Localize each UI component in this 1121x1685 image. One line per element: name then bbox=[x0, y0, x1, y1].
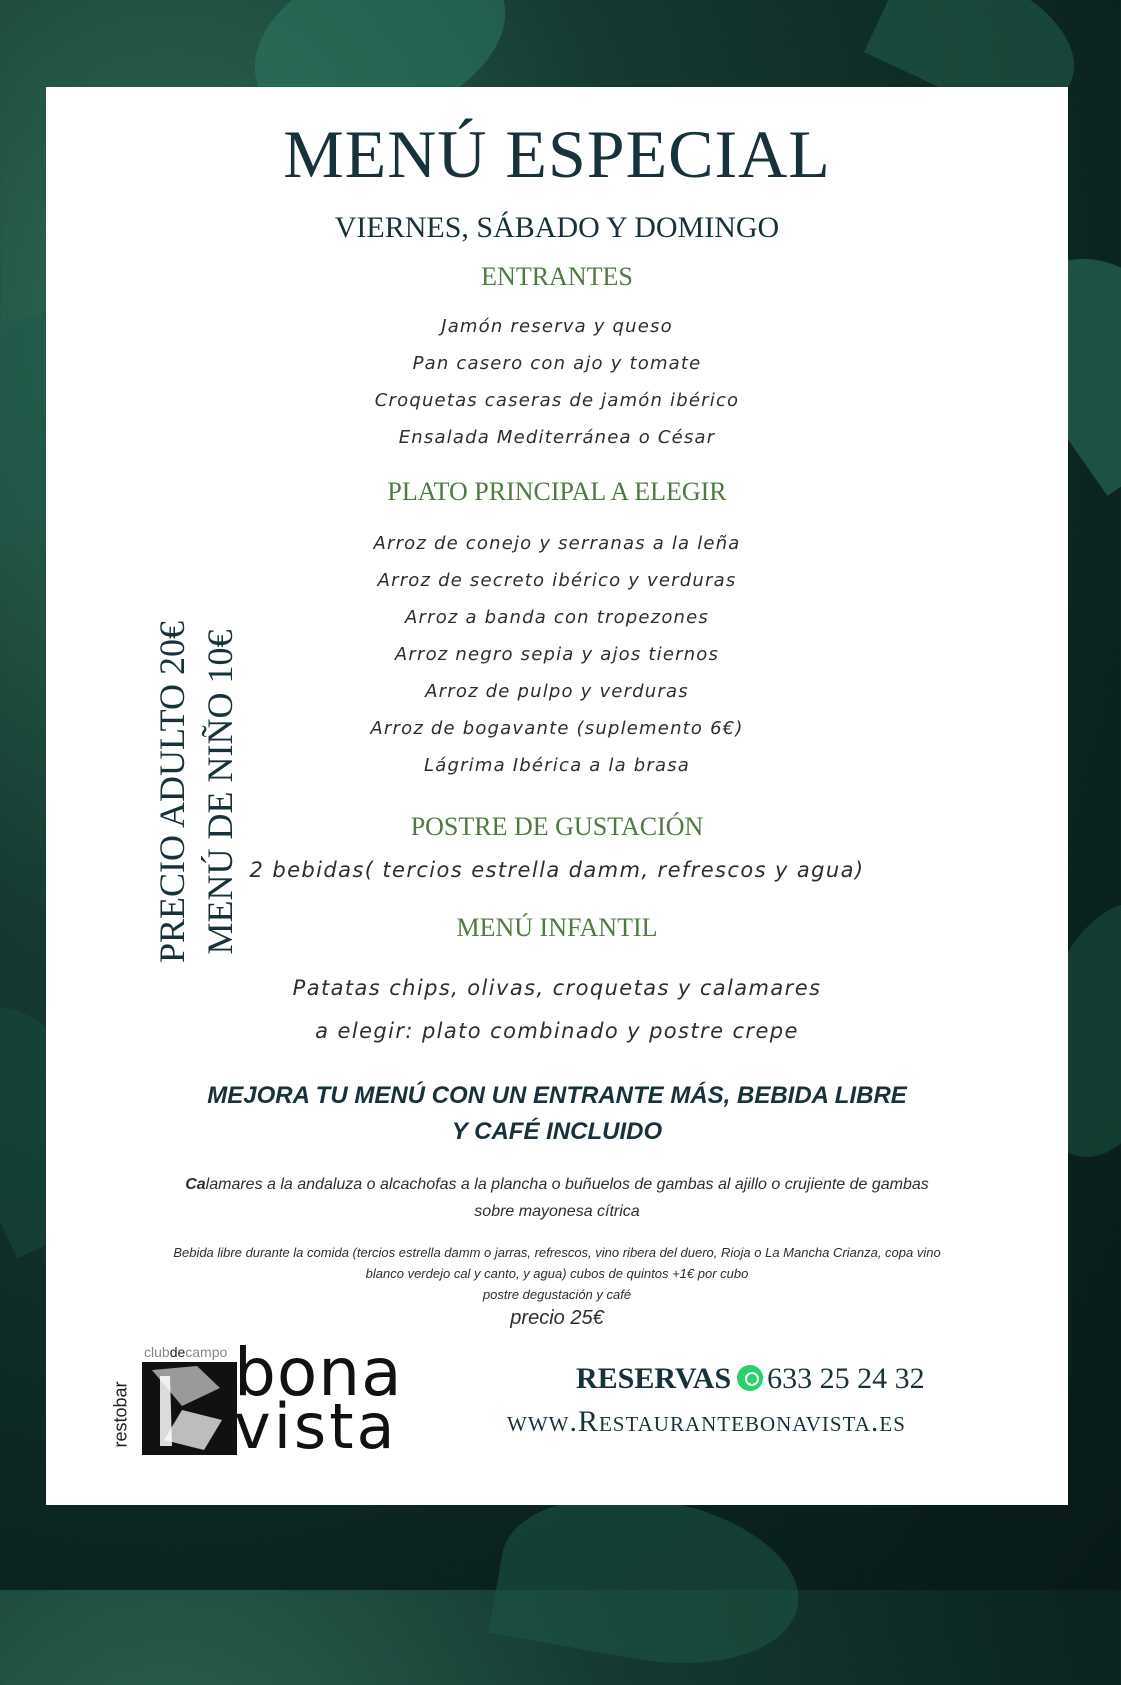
drinks-detail-line: Bebida libre durante la comida (tercios estrella damm o jarras, refrescos, vino ribera del duero, Rioja o La Mancha Crianza, copa vino bbox=[173, 1245, 941, 1260]
logo-mark bbox=[142, 1362, 237, 1455]
list-item: Arroz de pulpo y verduras bbox=[425, 681, 689, 702]
kids-menu-line: Patatas chips, olivas, croquetas y calamares bbox=[292, 976, 822, 1000]
section-entrantes-heading: ENTRANTES bbox=[481, 262, 633, 291]
phone-number[interactable]: 633 25 24 32 bbox=[767, 1362, 925, 1395]
logo-vista: vista bbox=[234, 1390, 398, 1463]
menu-days: VIERNES, SÁBADO Y DOMINGO bbox=[334, 211, 780, 244]
list-item: Lágrima Ibérica a la brasa bbox=[424, 755, 690, 776]
website-link[interactable]: www.Restaurantebonavista.es bbox=[507, 1405, 906, 1438]
list-item: Ensalada Mediterránea o César bbox=[398, 427, 716, 448]
bonavista-logo bbox=[110, 1334, 444, 1463]
child-price: MENÚ DE NIÑO 10€ bbox=[200, 629, 240, 955]
reservations bbox=[576, 1362, 925, 1396]
drinks-detail-line: postre degustación y café bbox=[482, 1287, 632, 1302]
logo-campo: campo bbox=[185, 1344, 228, 1360]
adult-price: PRECIO ADULTO 20€ bbox=[152, 620, 192, 964]
extra-dishes-text: sobre mayonesa cítrica bbox=[474, 1203, 640, 1220]
menu-card bbox=[46, 87, 1068, 1505]
menu-title: MENÚ ESPECIAL bbox=[283, 116, 831, 192]
upgrade-drinks bbox=[46, 1242, 1068, 1305]
list-item: Jamón reserva y queso bbox=[441, 316, 673, 337]
logo-mark-shape bbox=[142, 1362, 237, 1455]
list-item: Arroz de conejo y serranas a la leña bbox=[373, 533, 741, 554]
vertical-prices bbox=[148, 621, 244, 963]
logo-de: de bbox=[169, 1344, 186, 1360]
logo-bona: bona bbox=[234, 1334, 403, 1411]
section-postre-heading: POSTRE DE GUSTACIÓN bbox=[410, 812, 704, 841]
section-principal-heading: PLATO PRINCIPAL A ELEGIR bbox=[387, 477, 727, 506]
list-item: Pan casero con ajo y tomate bbox=[412, 353, 702, 374]
kids-menu-line: a elegir: plato combinado y postre crepe bbox=[315, 1019, 799, 1043]
list-item: Arroz a banda con tropezones bbox=[404, 607, 710, 628]
list-item: Croquetas caseras de jamón ibérico bbox=[374, 390, 740, 411]
list-item: Arroz de bogavante (suplemento 6€) bbox=[370, 718, 744, 739]
extra-dishes-text: lamares a la andaluza o alcachofas a la plancha o buñuelos de gambas al ajillo o crujiente de gambas bbox=[205, 1176, 929, 1193]
upgrade-price: precio 25€ bbox=[510, 1307, 604, 1329]
upgrade-title bbox=[46, 1078, 1068, 1150]
whatsapp-icon bbox=[737, 1365, 763, 1391]
drinks-included: 2 bebidas( tercios estrella damm, refrescos y agua) bbox=[249, 858, 865, 882]
upgrade-extra-dishes bbox=[46, 1171, 1068, 1225]
logo-club-de-campo bbox=[144, 1344, 227, 1360]
section-infantil-heading: MENÚ INFANTIL bbox=[456, 913, 658, 942]
drinks-detail-line: blanco verdejo cal y canto, y agua) cubos de quintos +1€ por cubo bbox=[365, 1266, 749, 1281]
upgrade-title-line: Y CAFÉ INCLUIDO bbox=[451, 1118, 663, 1145]
list-item: Arroz de secreto ibérico y verduras bbox=[377, 570, 737, 591]
background-leaf bbox=[488, 1475, 811, 1685]
extra-dishes-initial: Ca bbox=[185, 1176, 206, 1193]
upgrade-title-line: MEJORA TU MENÚ CON UN ENTRANTE MÁS, BEBIDA LIBRE bbox=[207, 1082, 907, 1109]
list-item: Arroz negro sepia y ajos tiernos bbox=[394, 644, 720, 665]
logo-restobar: restobar bbox=[110, 1381, 131, 1448]
reservations-label: RESERVAS bbox=[576, 1362, 732, 1395]
logo-club: club bbox=[144, 1344, 170, 1360]
